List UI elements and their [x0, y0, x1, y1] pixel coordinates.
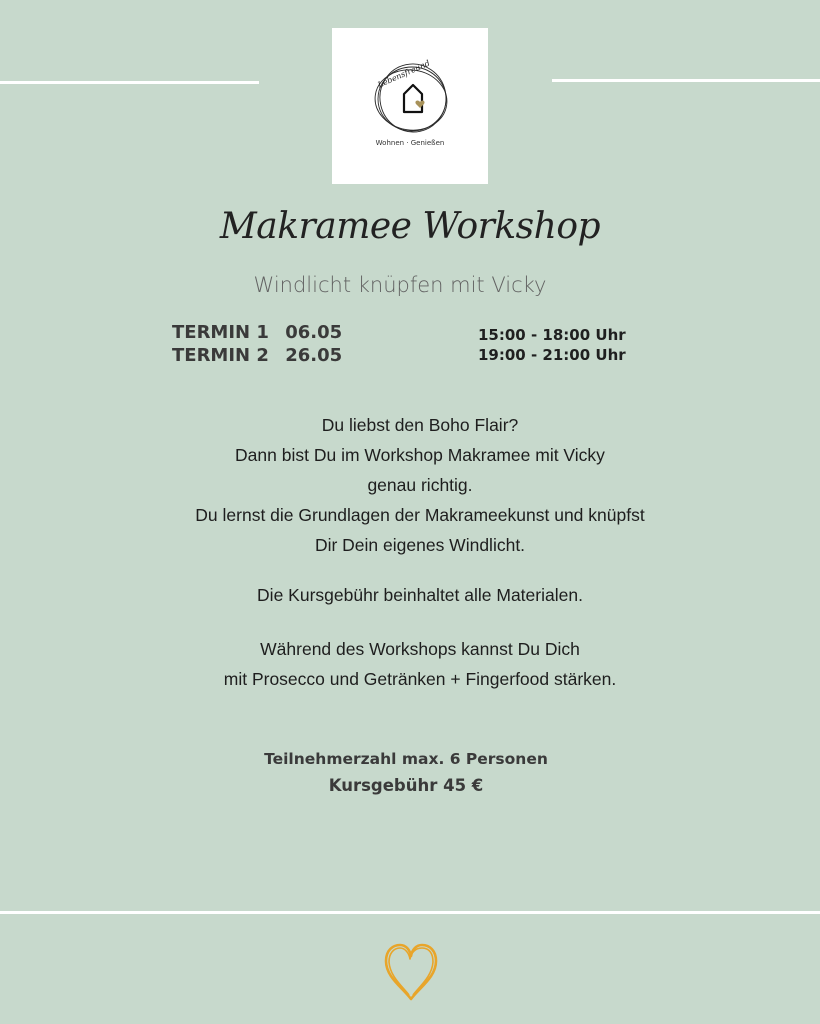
- divider-bottom: [0, 911, 820, 914]
- drinks-line: Während des Workshops kannst Du Dich: [260, 639, 580, 659]
- logo-tagline: Wohnen · Genießen: [375, 139, 445, 147]
- termin-date: 26.05: [285, 345, 343, 366]
- termin-label: TERMIN 2: [172, 345, 269, 366]
- materials-note: Die Kursgebühr beinhaltet alle Materialen.: [257, 585, 583, 605]
- heart-icon: [382, 941, 440, 1003]
- drinks-line: mit Prosecco und Getränken + Fingerfood stärken.: [223, 669, 617, 689]
- heart-icon: [415, 101, 424, 108]
- description-line: Du lernst die Grundlagen der Makrameekunst und knüpfst: [195, 505, 645, 525]
- workshop-subtitle: Windlicht knüpfen mit Vicky: [253, 273, 547, 297]
- divider-top-left: [0, 81, 259, 84]
- description: [0, 410, 820, 560]
- drinks-note: [0, 634, 820, 694]
- termin-2: [172, 345, 342, 366]
- description-line: Dir Dein eigenes Windlicht.: [314, 535, 526, 555]
- description-line: Du liebst den Boho Flair?: [321, 415, 519, 435]
- termin-1-time: 15:00 - 18:00 Uhr: [478, 326, 626, 344]
- logo-script-text: Lebensfreund: [376, 58, 432, 90]
- participant-limit: Teilnehmerzahl max. 6 Personen: [264, 750, 548, 768]
- workshop-title: Makramee Workshop: [219, 206, 601, 247]
- termin-1: [172, 322, 342, 343]
- description-line: Dann bist Du im Workshop Makramee mit Vicky: [235, 445, 605, 465]
- termin-2-time: 19:00 - 21:00 Uhr: [478, 346, 626, 364]
- termin-date: 06.05: [285, 322, 343, 343]
- termin-label: TERMIN 1: [172, 322, 269, 343]
- divider-top-right: [552, 79, 820, 82]
- logo-emblem: [332, 28, 488, 184]
- logo: [332, 28, 488, 184]
- course-fee: Kursgebühr 45 €: [328, 776, 484, 795]
- house-icon: [404, 85, 422, 112]
- description-line: genau richtig.: [367, 475, 473, 495]
